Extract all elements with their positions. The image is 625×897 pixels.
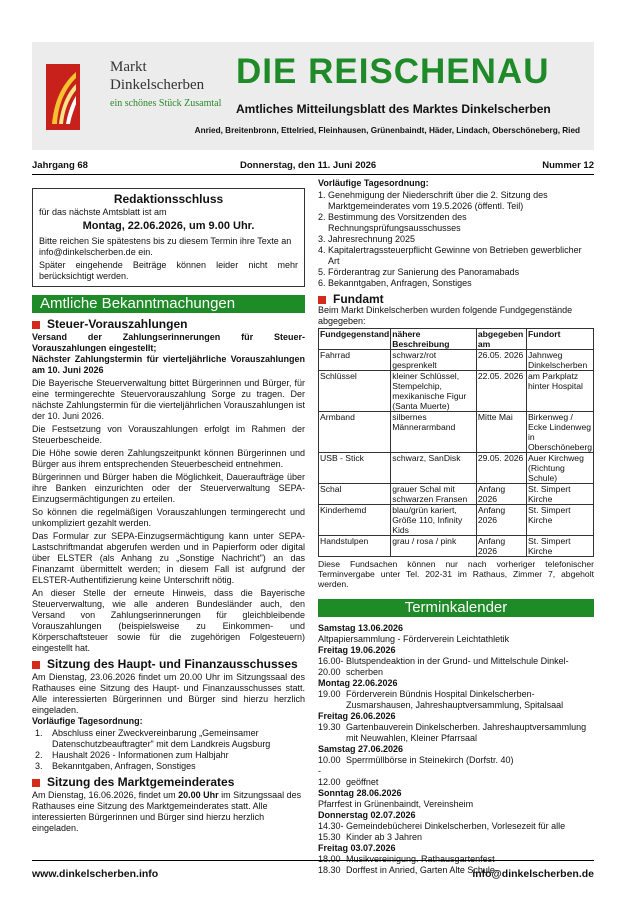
event-text: Altpapiersammlung - Förderverein Leichtathletik bbox=[318, 634, 510, 644]
right-column bbox=[318, 178, 594, 876]
event-date: Sonntag 28.06.2026 bbox=[318, 788, 402, 798]
event-text: Blutspendeaktion in der Grund- und Mittelschule Dinkel- bbox=[346, 656, 569, 666]
issue-number: Nummer 12 bbox=[542, 160, 594, 171]
deadline-text1: Bitte reichen Sie spätestens bis zu diesem Termin ihre Texte an info@dinkelscherben.de ein. bbox=[39, 236, 292, 257]
list-item: 1. Genehmigung der Niederschrift über die 2. Sitzung des Marktgemeinderates vom 19.5.2026 (öffentl. Teil) bbox=[318, 190, 548, 211]
list-item: 6. Bekanntgaben, Anfragen, Sonstiges bbox=[318, 278, 472, 288]
newspaper-title: DIE REISCHENAU bbox=[236, 52, 550, 91]
brand-line1: Markt bbox=[110, 59, 147, 75]
event-date: Samstag 27.06.2026 bbox=[318, 744, 404, 754]
event-item bbox=[318, 656, 594, 667]
tax-lead2: Nächster Zahlungstermin für vierteljährliche Vorauszahlungen am 10. Juni 2026 bbox=[32, 354, 305, 375]
brand-name bbox=[110, 58, 221, 113]
left-column bbox=[32, 178, 305, 834]
notices-heading: Amtliche Bekanntmachungen bbox=[32, 295, 305, 313]
footer-email-link[interactable]: info@dinkelscherben.de bbox=[472, 868, 594, 880]
column-header: nähere Beschreibung bbox=[391, 329, 477, 350]
event-item bbox=[318, 832, 594, 843]
table-row: Schal grauer Schal mit schwarzen Fransen Anfang 2026 St. Simpert Kirche bbox=[319, 484, 594, 505]
event-time: 18.30 bbox=[318, 865, 341, 875]
event-item bbox=[318, 667, 594, 678]
table-row: Schlüssel kleiner Schlüssel, Stempelchip, mexikanische Figur (Santa Muerte) 22.05. 2026 am Parkplatz hinter Hospital bbox=[319, 371, 594, 412]
event-item bbox=[318, 689, 594, 711]
table-header-row bbox=[319, 329, 594, 350]
event-text: Pfarrfest in Grünenbaindt, Vereinsheim bbox=[318, 799, 474, 809]
issue-line bbox=[32, 160, 594, 174]
lostfound-intro: Beim Markt Dinkelscherben wurden folgende Fundgegenstände abgegeben: bbox=[318, 305, 573, 326]
table-row: Handstulpen grau / rosa / pink Anfang 2026 St. Simpert Kirche bbox=[319, 536, 594, 557]
event-item bbox=[318, 634, 594, 645]
column-header: Fundgegenstand bbox=[319, 329, 391, 350]
event-text: Förderverein Bündnis Hospital Dinkelscherben-Zusmarshausen, Jahreshauptversammlung, Spitalsaal bbox=[346, 689, 564, 710]
deadline-date: Montag, 22.06.2026, um 9.00 Uhr. bbox=[82, 220, 255, 232]
event-text: Gartenbauverein Dinkelscherben. Jahreshauptversammlung mit Neuwahlen, Kleiner Pfarrsaal bbox=[346, 722, 587, 743]
deadline-intro: für das nächste Amtsblatt ist am bbox=[39, 207, 167, 217]
deadline-title: Redaktionsschluss bbox=[113, 192, 224, 206]
event-time: 19.00 bbox=[318, 689, 341, 699]
tax-title: Steuer-Vorauszahlungen bbox=[32, 319, 305, 330]
list-item: 2. Bestimmung des Vorsitzenden des Rechnungsprüfungsausschusses bbox=[318, 212, 467, 233]
event-date: Montag 22.06.2026 bbox=[318, 678, 398, 688]
event-item bbox=[318, 821, 594, 832]
events-heading: Terminkalender bbox=[318, 599, 594, 617]
list-item: 1. Abschluss einer Zweckvereinbarung „Gemeinsamer Datenschutzbeauftragter" mit dem Landkreis Augsburg bbox=[35, 728, 271, 749]
table-row: USB - Stick schwarz, SanDisk 29.05. 2026 Auer Kirchweg (Richtung Schule) bbox=[319, 453, 594, 484]
column-header: abgegeben am bbox=[476, 329, 526, 350]
events-list bbox=[318, 623, 594, 876]
event-item bbox=[318, 799, 594, 810]
agenda-list bbox=[318, 190, 594, 289]
event-item bbox=[318, 777, 594, 788]
event-time: 19.30 bbox=[318, 722, 341, 732]
event-text: Musikvereinigung. Rathausgartenfest bbox=[346, 854, 495, 864]
mgr-paragraph: Am Dienstag, 16.06.2026, findet um 20.00 Uhr im Sitzungssaal des Rathauses eine Sitzung des Marktgemeinderates statt. Alle interessierten Bürgerinnen und Bürger sind hierzu herzlich eingeladen. bbox=[32, 790, 302, 833]
event-item bbox=[318, 722, 594, 744]
tax-paragraph: An dieser Stelle der erneute Hinweis, dass die Bayerische Steuerverwaltung, wie alle anderen Bundesländer auch, den Versand von Zahlungserinnerungen für gleichbleibende Vorauszahlungen (beispielsweise zu Einkommen- und Körperschaftsteuer sowie für die zugehörigen Folgesteuern) eingestellt hat. bbox=[32, 588, 305, 653]
masthead bbox=[32, 42, 594, 150]
deadline-box bbox=[32, 188, 305, 287]
hfa-agenda-list bbox=[32, 728, 305, 772]
event-item bbox=[318, 755, 594, 777]
lostfound-title: Fundamt bbox=[318, 294, 594, 305]
tax-paragraph: Das Formular zur SEPA-Einzugsermächtigung kann unter SEPA-Lastschriftmandat abgerufen werden und in Papierform oder digital über ELSTER (als Anhang zu „Sonstige Nachricht") an das Finanzamt übermittelt werden; in diesem Fall ist aufgrund der ELSTER-Authentifizierung keine Unterschrift nötig. bbox=[32, 531, 305, 585]
footer-website-link[interactable]: www.dinkelscherben.info bbox=[32, 868, 159, 880]
event-date: Freitag 03.07.2026 bbox=[318, 843, 396, 853]
market-logo bbox=[46, 64, 80, 130]
list-item: 3. Jahresrechnung 2025 bbox=[318, 234, 416, 244]
table-row: Armband silbernes Männerarmband Mitte Mai Birkenweg / Ecke Lindenweg in Oberschöneberg bbox=[320, 412, 593, 452]
lostfound-table bbox=[318, 328, 594, 557]
event-date: Samstag 13.06.2026 bbox=[318, 623, 404, 633]
brand-tagline: ein schönes Stück Zusamtal bbox=[110, 98, 222, 109]
list-item: 5. Förderantrag zur Sanierung des Panoramabads bbox=[318, 267, 520, 277]
event-time: 14.30- bbox=[318, 821, 344, 831]
event-text: Dorffest in Anried, Garten Alte Schule bbox=[346, 865, 495, 875]
event-time: 18.00 bbox=[318, 854, 341, 864]
event-time: 16.00- bbox=[318, 656, 344, 666]
agenda-label: Vorläufige Tagesordnung: bbox=[318, 178, 429, 188]
event-text: Gemeindebücherei Dinkelscherben, Vorlesezeit für alle bbox=[346, 821, 566, 831]
tax-paragraph: So können die regelmäßigen Vorauszahlungen termingerecht und unkompliziert gezahlt werden. bbox=[32, 507, 305, 528]
table-row: Fahrrad schwarz/rot gesprenkelt 26.05. 2026 Jahnweg Dinkelscherben bbox=[319, 350, 594, 371]
event-text: Sperrmüllbörse in Steinekirch (Dorfstr. 40) bbox=[346, 755, 514, 765]
mgr-title: Sitzung des Marktgemeinderates bbox=[32, 777, 305, 788]
list-item: 3. Bekanntgaben, Anfragen, Sonstiges bbox=[35, 761, 196, 771]
places-list: Anried, Breitenbronn, Ettelried, Fleinhausen, Grünenbaindt, Häder, Lindach, Oberschöneberg, Ried bbox=[194, 126, 580, 135]
tax-paragraph: Die Festsetzung von Vorauszahlungen erfolgt im Rahmen der Steuerbescheide. bbox=[32, 424, 305, 445]
event-time: 10.00 - bbox=[318, 755, 341, 776]
list-item: 2. Haushalt 2026 - Informationen zum Halbjahr bbox=[35, 750, 229, 760]
event-text: scherben bbox=[346, 667, 384, 677]
column-header: Fundort bbox=[526, 329, 593, 350]
issue-volume: Jahrgang 68 bbox=[32, 160, 88, 171]
tax-paragraph: Die Höhe sowie deren Zahlungszeitpunkt können Bürgerinnen und Bürger aus ihrem entsprechenden Steuerbescheid entnehmen. bbox=[32, 448, 305, 469]
deadline-text2: Später eingehende Beiträge können leider nicht mehr berücksichtigt werden. bbox=[39, 260, 298, 281]
event-date: Freitag 26.06.2026 bbox=[318, 711, 396, 721]
event-date: Donnerstag 02.07.2026 bbox=[318, 810, 416, 820]
event-text: geöffnet bbox=[346, 777, 379, 787]
event-time: 20.00 bbox=[318, 667, 341, 677]
hfa-agenda-label: Vorläufige Tagesordnung: bbox=[32, 716, 143, 726]
tax-paragraph: Bürgerinnen und Bürger haben die Möglichkeit, Daueraufträge über ihre Banken einzurichten oder der Steuerverwaltung SEPA-Einzugsermächtigungen zu erteilen. bbox=[32, 472, 305, 504]
tax-paragraph: Die Bayerische Steuerverwaltung bittet Bürgerinnen und Bürger, für eine termingerechte Steuervorauszahlung Sorge zu tragen. Der nächste Zahlungstermin für die vierteljährlichen Vorauszahlungen ist der 10. Juni 2026. bbox=[32, 378, 305, 421]
hfa-title: Sitzung des Haupt- und Finanzausschusses bbox=[32, 659, 305, 670]
lostfound-note: Diese Fundsachen können nur nach vorheriger telefonischer Terminvergabe unter Tel. 202-31 im Rathaus, Zimmer 7, abgeholt werden. bbox=[318, 559, 594, 589]
event-time: 15.30 bbox=[318, 832, 341, 842]
event-text: Kinder ab 3 Jahren bbox=[346, 832, 423, 842]
event-date: Freitag 19.06.2026 bbox=[318, 645, 396, 655]
tax-lead1: Versand der Zahlungserinnerungen für Steuer-Vorauszahlungen eingestellt; bbox=[32, 332, 305, 353]
issue-date: Donnerstag, den 11. Juni 2026 bbox=[240, 160, 377, 171]
brand-line2: Dinkelscherben bbox=[110, 77, 205, 93]
hfa-paragraph: Am Dienstag, 23.06.2026 findet um 20.00 Uhr im Sitzungssaal des Rathauses eine Sitzung des Haupt- und Finanzausschusses statt. Alle interessierten Bürgerinnen und Bürger sind hierzu herzlich eingeladen. bbox=[32, 672, 305, 715]
table-row: Kinderhemd blau/grün kariert, Größe 110, Infinity Kids Anfang 2026 St. Simpert Kirche bbox=[319, 505, 594, 536]
event-time: 12.00 bbox=[318, 777, 341, 787]
list-item: 4. Kapitalertragssteuerpflicht Gewinne von Betrieben gewerblicher Art bbox=[318, 245, 582, 266]
newspaper-subtitle: Amtliches Mitteilungsblatt des Marktes Dinkelscherben bbox=[236, 102, 551, 116]
